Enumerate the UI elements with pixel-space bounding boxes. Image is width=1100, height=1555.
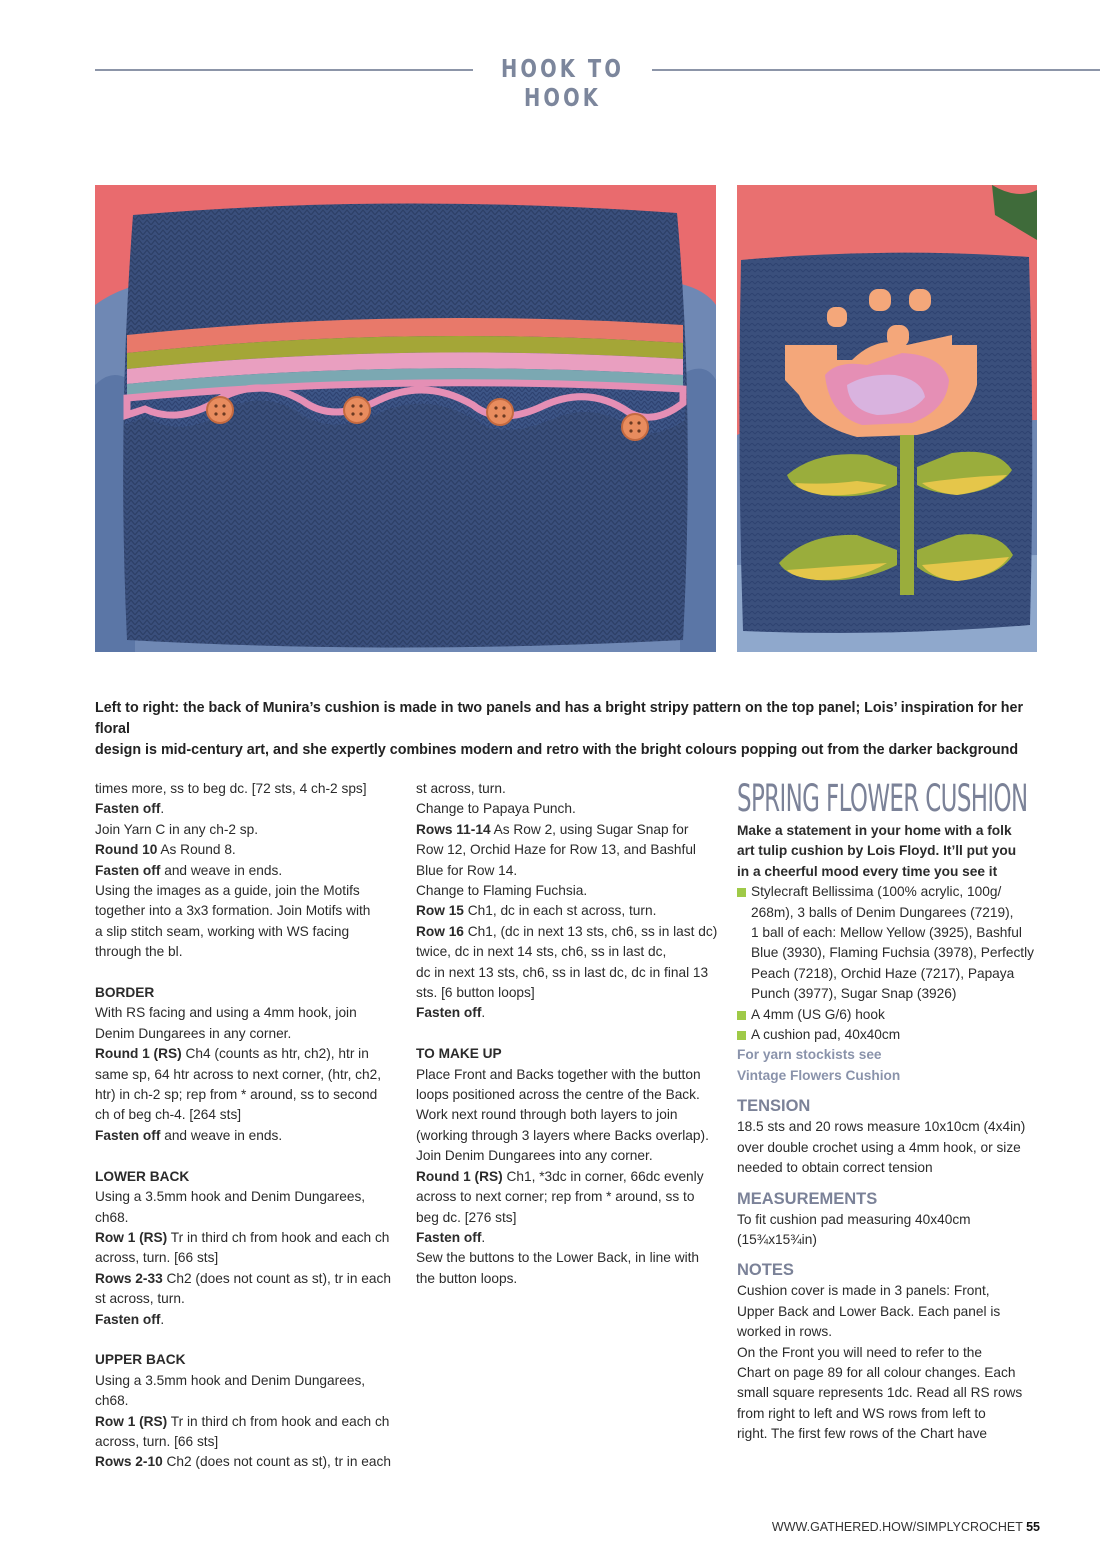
text-line: Row 15 Ch1, dc in each st across, turn. bbox=[416, 903, 657, 919]
text-line: across, turn. [66 sts] bbox=[95, 1433, 219, 1449]
text-line: Using the images as a guide, join the Motifs bbox=[95, 883, 360, 899]
text-line: Chart on page 89 for all colour changes. Each bbox=[737, 1364, 1016, 1380]
text-line: right. The first few rows of the Chart have bbox=[737, 1426, 988, 1442]
text-line: Rows 2-33 Ch2 (does not count as st), tr in each bbox=[95, 1270, 391, 1286]
text-line: Denim Dungarees in any corner. bbox=[95, 1025, 292, 1041]
materials-item-yarn: Stylecraft Bellissima (100% acrylic, 100g/ 268m), 3 balls of Denim Dungarees (7219), 1 ball of each: Mellow Yellow (3925), Bashful Blue (3930), Flaming Fuchsia (3978), Perfectly Peach (7218), Orchid Haze (7217), Papaya Punch (3977), Sugar Snap (3926) bbox=[737, 882, 1040, 1004]
text-line: Round 10 As Round 8. bbox=[95, 842, 236, 858]
button-4 bbox=[622, 414, 648, 440]
text-line: Rows 2-10 Ch2 (does not count as st), tr in each bbox=[95, 1454, 391, 1470]
running-header bbox=[0, 54, 1100, 112]
bullet-square-icon bbox=[737, 1031, 746, 1040]
text-line: ch68. bbox=[95, 1393, 129, 1409]
text-line: dc in next 13 sts, ch6, ss in last dc, dc in final 13 bbox=[416, 964, 709, 980]
text-line: Sew the buttons to the Lower Back, in line with bbox=[416, 1250, 700, 1266]
header-rule-right bbox=[652, 69, 1100, 71]
text-line: worked in rows. bbox=[737, 1324, 833, 1340]
text-line: Round 1 (RS) Ch4 (counts as htr, ch2), htr in bbox=[95, 1046, 369, 1062]
text-line: Join Yarn C in any ch-2 sp. bbox=[95, 821, 259, 837]
photo-cushion-back bbox=[95, 185, 716, 652]
page-footer bbox=[772, 1520, 1040, 1534]
stockist-note: Vintage Flowers Cushion bbox=[737, 1067, 901, 1083]
text-line: Fasten off. bbox=[95, 801, 165, 817]
text-line: Change to Flaming Fuchsia. bbox=[416, 883, 588, 899]
column-2 bbox=[416, 779, 721, 1289]
text-line: ch68. bbox=[95, 1209, 129, 1225]
heading-measurements: MEASUREMENTS bbox=[737, 1189, 878, 1208]
button-2 bbox=[344, 397, 370, 423]
text-line: from right to left and WS rows from left to bbox=[737, 1405, 986, 1421]
text-line: st across, turn. bbox=[95, 1291, 185, 1307]
text-line: With RS facing and using a 4mm hook, join bbox=[95, 1005, 357, 1021]
bullet-square-icon bbox=[737, 888, 746, 897]
cushion-back bbox=[123, 203, 688, 647]
text-line: Row 12, Orchid Haze for Row 13, and Bashful bbox=[416, 842, 696, 858]
heading-lower-back: LOWER BACK bbox=[95, 1168, 190, 1184]
tulip-stem bbox=[900, 435, 914, 595]
header-rule-left bbox=[95, 69, 473, 71]
text-line: Row 1 (RS) Tr in third ch from hook and each ch bbox=[95, 1413, 390, 1429]
bullet-square-icon bbox=[737, 1011, 746, 1020]
text-line: Fasten off and weave in ends. bbox=[95, 1127, 283, 1143]
intro-line: art tulip cushion by Lois Floyd. It’ll put you bbox=[737, 843, 1017, 859]
text-line: loops positioned across the centre of the Back. bbox=[416, 1087, 700, 1103]
text-line: across to next corner; rep from * around, ss to bbox=[416, 1189, 695, 1205]
text-line: sts. [6 button loops] bbox=[416, 985, 535, 1001]
text-line: over double crochet using a 4mm hook, or size bbox=[737, 1139, 1021, 1155]
photo-cushion-front bbox=[737, 185, 1037, 652]
text-line: Round 1 (RS) Ch1, *3dc in corner, 66dc evenly bbox=[416, 1168, 704, 1184]
text-line: To fit cushion pad measuring 40x40cm bbox=[737, 1211, 971, 1227]
button-1 bbox=[207, 397, 233, 423]
text-line: Join Denim Dungarees into any corner. bbox=[416, 1148, 653, 1164]
text-line: Fasten off and weave in ends. bbox=[95, 862, 283, 878]
text-line: Using a 3.5mm hook and Denim Dungarees, bbox=[95, 1189, 366, 1205]
text-line: Rows 11-14 As Row 2, using Sugar Snap for bbox=[416, 821, 689, 837]
section-title: HOOK TO HOOK bbox=[500, 54, 625, 112]
text-line: together into a 3x3 formation. Join Motifs with bbox=[95, 903, 371, 919]
text-line: On the Front you will need to refer to the bbox=[737, 1344, 982, 1360]
column-1 bbox=[95, 779, 400, 1473]
cushion-back-illustration bbox=[95, 185, 716, 652]
intro-line: in a cheerful mood every time you see it bbox=[737, 863, 998, 879]
text-line: twice, dc in next 14 sts, ch6, ss in last dc, bbox=[416, 944, 667, 960]
heading-border: BORDER bbox=[95, 985, 155, 1001]
text-line: through the bl. bbox=[95, 944, 183, 960]
text-line: (working through 3 layers where Backs overlap). bbox=[416, 1127, 709, 1143]
cushion-front-illustration bbox=[737, 185, 1037, 652]
caption-line-1: Left to right: the back of Munira’s cushion is made in two panels and has a bright stripy pattern on the top panel; Lois’ inspiration for her floral bbox=[95, 700, 1024, 737]
stockist-note: For yarn stockists see bbox=[737, 1047, 882, 1063]
text-line: Row 1 (RS) Tr in third ch from hook and each ch bbox=[95, 1229, 390, 1245]
text-line: Cushion cover is made in 3 panels: Front, bbox=[737, 1283, 990, 1299]
text-line: Using a 3.5mm hook and Denim Dungarees, bbox=[95, 1372, 366, 1388]
text-line: st across, turn. bbox=[416, 781, 506, 796]
text-line: Work next round through both layers to join bbox=[416, 1107, 678, 1123]
materials-item-hook: A 4mm (US G/6) hook bbox=[737, 1005, 1040, 1025]
intro-line: Make a statement in your home with a folk bbox=[737, 823, 1012, 838]
heading-notes: NOTES bbox=[737, 1261, 794, 1280]
text-line: ch of beg ch-4. [264 sts] bbox=[95, 1107, 242, 1123]
text-line: a slip stitch seam, working with WS facing bbox=[95, 923, 350, 939]
text-line: 18.5 sts and 20 rows measure 10x10cm (4x4in) bbox=[737, 1119, 1026, 1135]
materials-list bbox=[737, 882, 1040, 1045]
page-number: 55 bbox=[1026, 1520, 1040, 1534]
heading-upper-back: UPPER BACK bbox=[95, 1352, 186, 1368]
materials-item-pad: A cushion pad, 40x40cm bbox=[737, 1025, 1040, 1045]
pattern-title: SPRING FLOWER CUSHION bbox=[737, 777, 1028, 820]
text-line: Fasten off. bbox=[95, 1311, 165, 1327]
heading-to-make-up: TO MAKE UP bbox=[416, 1046, 502, 1062]
text-line: Row 16 Ch1, (dc in next 13 sts, ch6, ss in last dc) bbox=[416, 923, 718, 939]
button-3 bbox=[487, 399, 513, 425]
footer-url: WWW.GATHERED.HOW/SIMPLYCROCHET bbox=[771, 1520, 1023, 1534]
text-line: (15¾x15¾in) bbox=[737, 1231, 817, 1247]
text-line: htr) in ch-2 sp; rep from * around, ss to second bbox=[95, 1087, 378, 1103]
text-line: across, turn. [66 sts] bbox=[95, 1250, 219, 1266]
text-line: small square represents 1dc. Read all RS rows bbox=[737, 1385, 1023, 1401]
text-line: Blue for Row 14. bbox=[416, 862, 518, 878]
caption-line-2: design is mid-century art, and she expertly combines modern and retro with the bright colours popping out from the darker background bbox=[95, 742, 1019, 758]
photo-caption bbox=[95, 698, 1040, 761]
text-line: the button loops. bbox=[416, 1270, 518, 1286]
text-line: needed to obtain correct tension bbox=[737, 1160, 933, 1176]
text-line: same sp, 64 htr across to next corner, (htr, ch2, bbox=[95, 1066, 382, 1082]
text-line: times more, ss to beg dc. [72 sts, 4 ch-2 sps] bbox=[95, 781, 367, 796]
text-line: beg dc. [276 sts] bbox=[416, 1209, 517, 1225]
text-line: Upper Back and Lower Back. Each panel is bbox=[737, 1303, 1001, 1319]
text-line: Change to Papaya Punch. bbox=[416, 801, 576, 817]
heading-tension: TENSION bbox=[737, 1097, 811, 1116]
text-line: Fasten off. bbox=[416, 1005, 486, 1021]
column-3 bbox=[737, 779, 1040, 1445]
text-line: Fasten off. bbox=[416, 1229, 486, 1245]
text-line: Place Front and Backs together with the button bbox=[416, 1066, 701, 1082]
